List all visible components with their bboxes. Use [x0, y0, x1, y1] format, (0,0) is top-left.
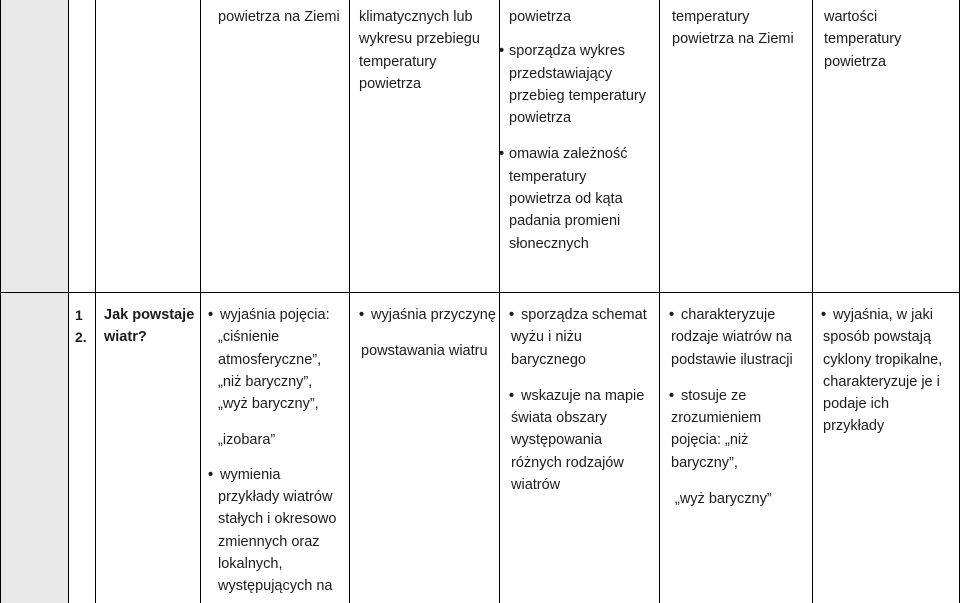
- text-line: • wymienia: [220, 466, 281, 483]
- lp-number: 1: [75, 307, 83, 323]
- main-col3-cell: [509, 304, 657, 496]
- term: atmosferyczne”,: [218, 351, 322, 368]
- text-line: padania promieni: [509, 213, 621, 230]
- bullet-item: [669, 304, 811, 326]
- top-col5-cell: [824, 6, 958, 73]
- text-line: rodzaje wiatrów na: [671, 329, 792, 346]
- grid-line: [499, 0, 500, 603]
- text-line: barycznego: [511, 351, 586, 368]
- text-line: różnych rodzajów: [511, 454, 624, 471]
- text-line: • sporządza schemat: [521, 307, 647, 323]
- bullet-item: [499, 143, 657, 165]
- topic-title: wiatr?: [104, 329, 147, 346]
- text-line: cyklony tropikalne,: [823, 351, 943, 368]
- text-line: • stosuje ze: [681, 387, 747, 404]
- text-line: powietrza: [359, 75, 422, 92]
- text-line: przykłady wiatrów: [218, 489, 333, 506]
- text-line: temperatury: [359, 53, 437, 70]
- text-line: klimatycznych lub: [359, 9, 473, 25]
- text-line: stałych i okresowo: [218, 511, 337, 528]
- term: „wyż baryczny”: [675, 491, 772, 508]
- main-col1-cell: [208, 304, 348, 598]
- text-line: temperatury: [509, 168, 587, 185]
- text-line: pojęcia: „niż: [671, 432, 749, 449]
- bullet-item: [499, 40, 657, 62]
- text-line: • charakteryzuje: [681, 307, 776, 323]
- main-col5-cell: [821, 304, 958, 438]
- lp-number: 2.: [75, 329, 87, 346]
- text-line: podaje ich: [823, 396, 890, 413]
- main-col2-cell: [359, 304, 497, 363]
- bullet-item: [208, 464, 348, 486]
- text-line: • wyjaśnia, w jaki: [833, 307, 933, 323]
- grid-line: [349, 0, 350, 603]
- text-line: sposób powstają: [823, 329, 932, 346]
- top-col4-cell: [672, 6, 810, 51]
- text-line: świata obszary: [511, 410, 607, 427]
- lp-cell: [75, 304, 95, 349]
- main-col4-cell: [669, 304, 811, 510]
- text-line: zmiennych oraz: [218, 533, 320, 550]
- bullet-item: [669, 385, 811, 407]
- text-line: • wskazuje na mapie: [521, 387, 645, 404]
- top-col1-cell: [218, 6, 348, 28]
- text-line: powstawania wiatru: [361, 343, 488, 360]
- text-line: przedstawiający: [509, 65, 613, 82]
- grid-line: [68, 0, 69, 603]
- text-line: powietrza: [509, 9, 572, 25]
- text-line: • sporządza wykres: [509, 43, 626, 60]
- grid-line: [812, 0, 813, 603]
- top-col2-cell: [359, 6, 497, 95]
- text-line: przykłady: [823, 418, 885, 435]
- text-line: powietrza od kąta: [509, 191, 623, 208]
- text-line: występowania: [511, 432, 603, 449]
- bullet-item: [509, 304, 657, 326]
- bullet-item: [509, 385, 657, 407]
- text-line: • wyjaśnia przyczynę: [371, 307, 496, 323]
- topic-cell: [104, 304, 200, 349]
- text-line: • omawia zależność: [509, 146, 628, 163]
- text-line: charakteryzuje je i: [823, 373, 940, 390]
- text-line: wiatrów: [511, 477, 561, 494]
- lp-column-shade: [0, 0, 68, 603]
- grid-line: [95, 0, 96, 603]
- term: „ciśnienie: [218, 329, 280, 346]
- text-line: powietrza na Ziemi: [218, 9, 340, 25]
- grid-line: [659, 0, 660, 603]
- grid-line: [0, 0, 1, 603]
- text-line: temperatury: [824, 31, 902, 48]
- text-line: wartości: [824, 9, 878, 25]
- text-line: wyjaśnia pojęcia:: [220, 307, 330, 323]
- text-line: powietrza: [509, 110, 572, 127]
- text-line: przebieg temperatury: [509, 87, 647, 104]
- text-line: wyżu i niżu: [511, 329, 582, 346]
- text-line: lokalnych,: [218, 555, 283, 572]
- text-line: podstawie ilustracji: [671, 351, 793, 368]
- text-line: baryczny”,: [671, 454, 738, 471]
- term: „izobara”: [218, 432, 276, 449]
- text-line: powietrza na Ziemi: [672, 31, 794, 48]
- bullet-item: [208, 304, 348, 326]
- text-line: powietrza: [824, 53, 887, 70]
- text-line: temperatury: [672, 9, 750, 25]
- text-line: występujących na: [218, 578, 333, 595]
- row-divider: [0, 292, 960, 293]
- top-col3-cell: [509, 6, 657, 255]
- grid-line: [200, 0, 201, 603]
- term: „wyż baryczny”,: [218, 396, 319, 413]
- text-line: wykresu przebiegu: [359, 31, 480, 48]
- text-line: zrozumieniem: [671, 410, 762, 427]
- bullet-item: [821, 304, 958, 326]
- text-line: słonecznych: [509, 235, 589, 252]
- term: „niż baryczny”,: [218, 373, 313, 390]
- topic-title: Jak powstaje: [104, 307, 195, 323]
- bullet-item: [359, 304, 497, 326]
